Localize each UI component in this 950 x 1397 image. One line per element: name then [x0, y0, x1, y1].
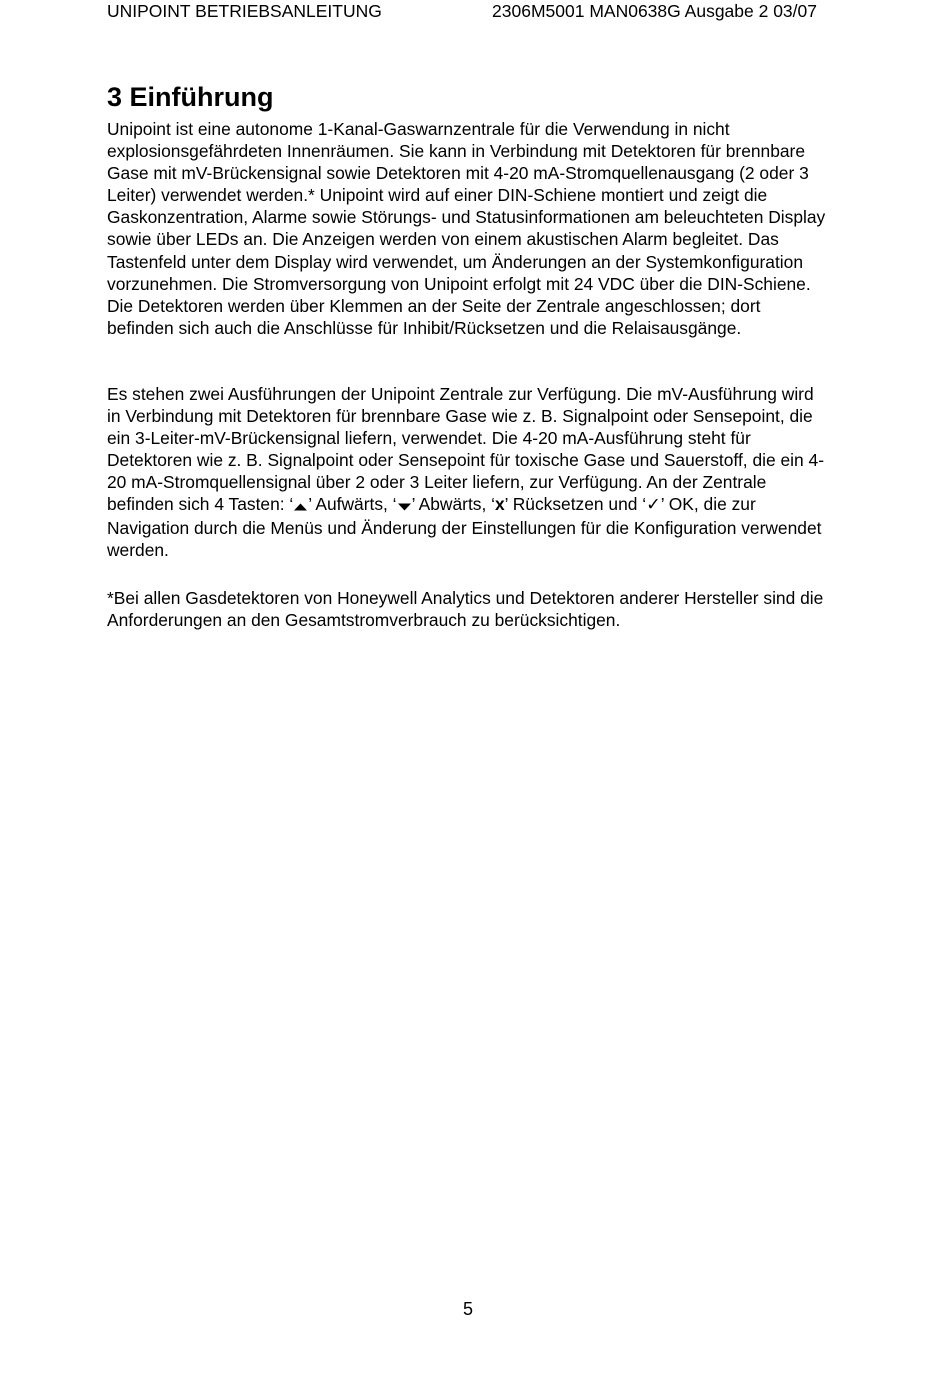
footnote-paragraph: *Bei allen Gasdetektoren von Honeywell Analytics und Detektoren anderer Hersteller sind die Anforderungen an den Gesamtstromverbrauch zu berücksichtigen.	[107, 588, 824, 631]
up-key-label: ’ Aufwärts, ‘	[308, 494, 397, 515]
manual-title: UNIPOINT BETRIEBSANLEITUNG	[107, 1, 382, 21]
reset-key-label: ’ Rücksetzen und ‘	[504, 494, 647, 515]
versions-text-end: ’ OK, die zur Navigation durch die Menüs und Änderung der Einstellungen für die Konfiguration verwendet werden.	[107, 494, 822, 561]
down-arrow-icon	[397, 495, 412, 517]
versions-paragraph	[107, 383, 827, 561]
section-heading: 3 Einführung	[107, 82, 274, 112]
down-key-label: ’ Abwärts, ‘	[411, 494, 495, 515]
intro-paragraph: Unipoint ist eine autonome 1-Kanal-Gaswarnzentrale für die Verwendung in nicht explosionsgefährdeten Innenräumen. Sie kann in Verbindung mit Detektoren für brennbare Gase mit mV-Brückensignal sowie Detektoren mit 4-20 mA-Stromquellenausgang (2 oder 3 Leiter) verwendet werden.* Unipoint wird auf einer DIN-Schiene montiert und zeigt die Gaskonzentration, Alarme sowie Störungs- und Statusinformationen am beleuchteten Display sowie über LEDs an. Die Anzeigen werden von einem akustischen Alarm begleitet. Das Tastenfeld unter dem Display wird verwendet, um Änderungen an der Systemkonfiguration vorzunehmen. Die Stromversorgung von Unipoint erfolgt mit 24 VDC über die DIN-Schiene. Die Detektoren werden über Klemmen an der Seite der Zentrale angeschlossen; dort befinden sich auch die Anschlüsse für Inhibit/Rücksetzen und die Relaisausgänge.	[107, 119, 826, 338]
versions-text-start: Es stehen zwei Ausführungen der Unipoint Zentrale zur Verfügung. Die mV-Ausführung wird in Verbindung mit Detektoren für brennbare Gase wie z. B. Signalpoint oder Sensepoint, die ein 3-Leiter-mV-Brückensignal liefern, verwendet. Die 4-20 mA-Ausführung steht für Detektoren wie z. B. Signalpoint oder Sensepoint für toxische Gase und Sauerstoff, die ein 4-20 mA-Stromquellensignal über 2 oder 3 Leiter liefern, zur Verfügung. An der Zentrale befinden sich 4 Tasten: ‘	[107, 384, 824, 515]
up-arrow-icon	[293, 495, 308, 517]
reset-key-glyph: x	[495, 494, 505, 515]
page-number: 5	[462, 1299, 473, 1319]
document-reference: 2306M5001 MAN0638G Ausgabe 2 03/07	[492, 1, 817, 21]
page-header	[107, 0, 817, 22]
ok-key-glyph: ✓	[646, 494, 661, 515]
